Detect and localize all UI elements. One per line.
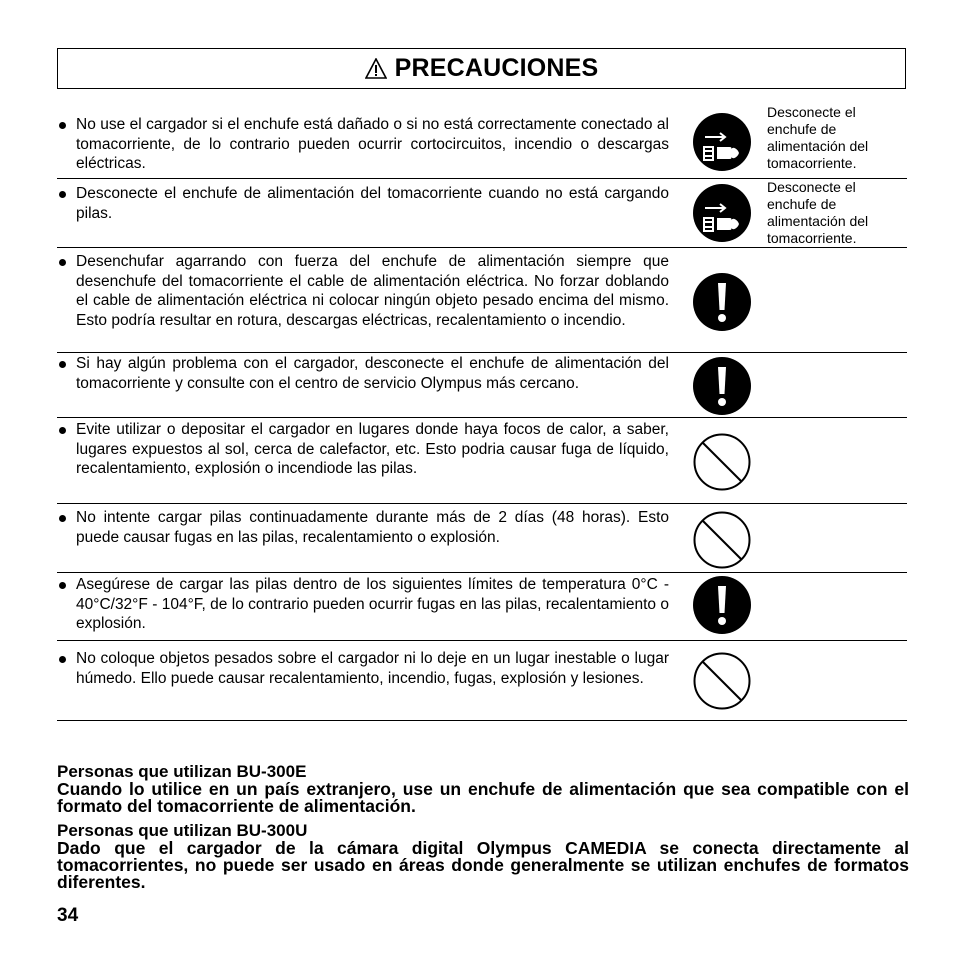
mandatory-icon <box>693 576 751 634</box>
side-note: Desconecte el enchufe de alimentación del tomacorriente. <box>767 179 869 246</box>
note-heading: Personas que utilizan BU-300U <box>57 821 308 840</box>
precaution-row <box>57 179 907 248</box>
precaution-row <box>57 353 907 418</box>
precaution-row <box>57 641 907 721</box>
note-heading: Personas que utilizan BU-300E <box>57 762 307 781</box>
side-note: Desconecte el enchufe de alimentación del tomacorriente. <box>767 104 869 171</box>
mandatory-icon <box>693 357 751 415</box>
prohibited-icon <box>693 433 751 491</box>
precaution-text: Asegúrese de cargar las pilas dentro de los siguientes límites de temperatura 0°C - 40°C/32°F - 104°F, de lo contrario pueden ocurrir fugas en las pilas, recalentamiento o explosión. <box>57 575 669 634</box>
warning-triangle-icon <box>365 58 387 80</box>
title-box <box>57 48 906 89</box>
note-body: Cuando lo utilice en un país extranjero, use un enchufe de alimentación que sea compatible con el formato del tomacorriente de alimentación. <box>57 779 909 816</box>
precaution-text: Evite utilizar o depositar el cargador en lugares donde haya focos de calor, a saber, lugares expuestos al sol, cerca de calefactor, etc. Esto podria causar fuga de líquido, recalentamiento, explosión o incendiode las pilas. <box>57 420 669 479</box>
precaution-text: Desenchufar agarrando con fuerza del enchufe de alimentación siempre que desenchufe del tomacorriente el cable de alimentación eléctrica. No forzar doblando el cable de alimentación eléctrica ni colocar ningún objeto pesado encima del mismo. Esto podría resultar en rotura, descargas eléctricas, recalentamiento o incendio. <box>57 252 669 330</box>
unplug-icon <box>693 184 751 242</box>
precaution-row <box>57 504 907 573</box>
unplug-icon <box>693 113 751 171</box>
precaution-row <box>57 104 907 179</box>
prohibited-icon <box>693 652 751 710</box>
precaution-row <box>57 248 907 353</box>
precaution-text: Si hay algún problema con el cargador, desconecte el enchufe de alimentación del tomacorriente y consulte con el centro de servicio Olympus más cercano. <box>57 354 669 393</box>
precaution-row <box>57 418 907 504</box>
precaution-text: Desconecte el enchufe de alimentación del tomacorriente cuando no está cargando pilas. <box>57 184 669 223</box>
prohibited-icon <box>693 511 751 569</box>
precaution-text: No coloque objetos pesados sobre el cargador ni lo deje en un lugar inestable o lugar húmedo. Ello puede causar recalentamiento, incendio, fugas, explosión y lesiones. <box>57 649 669 688</box>
page-title: PRECAUCIONES <box>394 54 599 82</box>
bu300u-note <box>57 821 909 891</box>
precaution-text: No use el cargador si el enchufe está dañado o si no está correctamente conectado al tomacorriente, de lo contrario pueden ocurrir cortocircuitos, incendio o descargas eléctricas. <box>57 115 669 174</box>
mandatory-icon <box>693 273 751 331</box>
bu300e-note <box>57 762 909 815</box>
precaution-text: No intente cargar pilas continuadamente durante más de 2 días (48 horas). Esto puede causar fugas en las pilas, recalentamiento o explosión. <box>57 508 669 547</box>
precaution-row <box>57 573 907 641</box>
page-number: 34 <box>57 905 79 926</box>
note-body: Dado que el cargador de la cámara digital Olympus CAMEDIA se conecta directamente al tomacorrientes, no puede ser usado en áreas donde generalmente se utilizan enchufes de formatos diferentes. <box>57 838 909 892</box>
